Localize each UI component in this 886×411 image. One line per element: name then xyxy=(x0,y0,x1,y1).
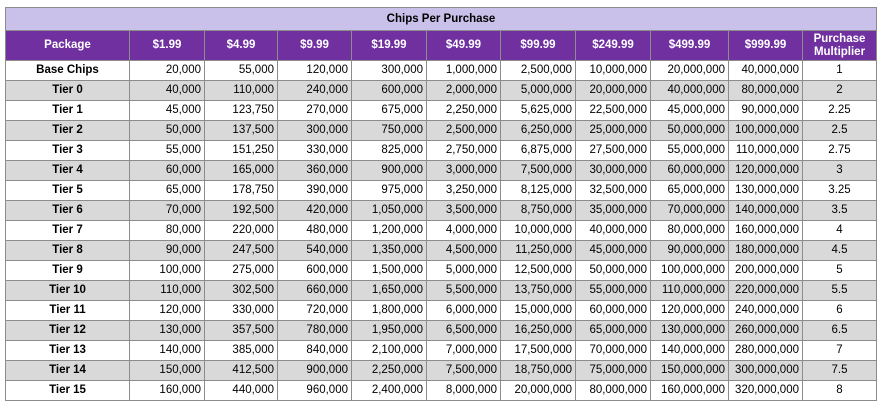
chip-value-cell: 40,000 xyxy=(130,81,205,101)
chip-value-cell: 660,000 xyxy=(278,281,352,301)
chip-value-cell: 330,000 xyxy=(278,141,352,161)
chip-value-cell: 65,000,000 xyxy=(576,321,651,341)
chip-value-cell: 120,000,000 xyxy=(651,301,729,321)
table-row xyxy=(6,341,877,361)
chip-value-cell: 90,000,000 xyxy=(729,101,803,121)
header-multiplier-line1: Purchase xyxy=(813,32,866,45)
chip-value-cell: 140,000,000 xyxy=(729,201,803,221)
chip-value-cell: 55,000,000 xyxy=(576,281,651,301)
chip-value-cell: 65,000 xyxy=(130,181,205,201)
chip-value-cell: 8,750,000 xyxy=(501,201,576,221)
chip-value-cell: 20,000,000 xyxy=(501,381,576,401)
chip-value-cell: 6,500,000 xyxy=(427,321,501,341)
chip-value-cell: 160,000,000 xyxy=(651,381,729,401)
chip-value-cell: 178,750 xyxy=(205,181,278,201)
multiplier-cell: 6 xyxy=(803,301,877,321)
multiplier-cell: 2.5 xyxy=(803,121,877,141)
chip-value-cell: 22,500,000 xyxy=(576,101,651,121)
chip-value-cell: 40,000,000 xyxy=(651,81,729,101)
table-row xyxy=(6,281,877,301)
package-cell: Tier 13 xyxy=(6,341,130,361)
chip-value-cell: 2,500,000 xyxy=(427,121,501,141)
chip-value-cell: 100,000,000 xyxy=(729,121,803,141)
chip-value-cell: 123,750 xyxy=(205,101,278,121)
package-cell: Tier 5 xyxy=(6,181,130,201)
chip-value-cell: 3,000,000 xyxy=(427,161,501,181)
chip-value-cell: 3,250,000 xyxy=(427,181,501,201)
chip-value-cell: 80,000,000 xyxy=(651,221,729,241)
chip-value-cell: 6,250,000 xyxy=(501,121,576,141)
table-row xyxy=(6,61,877,81)
chip-value-cell: 300,000 xyxy=(352,61,427,81)
chip-value-cell: 90,000 xyxy=(130,241,205,261)
package-cell: Tier 12 xyxy=(6,321,130,341)
header-multiplier-line2: Multiplier xyxy=(813,45,866,58)
table-row xyxy=(6,121,877,141)
chip-value-cell: 2,000,000 xyxy=(427,81,501,101)
chip-value-cell: 240,000 xyxy=(278,81,352,101)
chip-value-cell: 55,000 xyxy=(130,141,205,161)
chip-value-cell: 3,500,000 xyxy=(427,201,501,221)
chip-value-cell: 137,500 xyxy=(205,121,278,141)
multiplier-cell: 7 xyxy=(803,341,877,361)
table-row xyxy=(6,381,877,401)
chip-value-cell: 70,000,000 xyxy=(651,201,729,221)
chip-value-cell: 1,800,000 xyxy=(352,301,427,321)
multiplier-cell: 2 xyxy=(803,81,877,101)
chip-value-cell: 5,000,000 xyxy=(501,81,576,101)
chip-value-cell: 440,000 xyxy=(205,381,278,401)
chip-value-cell: 247,500 xyxy=(205,241,278,261)
chip-value-cell: 10,000,000 xyxy=(576,61,651,81)
chip-value-cell: 45,000,000 xyxy=(576,241,651,261)
chip-value-cell: 70,000 xyxy=(130,201,205,221)
multiplier-cell: 1 xyxy=(803,61,877,81)
multiplier-cell: 6.5 xyxy=(803,321,877,341)
chip-value-cell: 6,875,000 xyxy=(501,141,576,161)
chip-value-cell: 50,000,000 xyxy=(576,261,651,281)
chip-value-cell: 2,400,000 xyxy=(352,381,427,401)
chip-value-cell: 165,000 xyxy=(205,161,278,181)
chip-value-cell: 80,000,000 xyxy=(729,81,803,101)
chip-value-cell: 200,000,000 xyxy=(729,261,803,281)
chip-value-cell: 10,000,000 xyxy=(501,221,576,241)
chip-value-cell: 750,000 xyxy=(352,121,427,141)
multiplier-cell: 5.5 xyxy=(803,281,877,301)
chip-value-cell: 140,000,000 xyxy=(651,341,729,361)
chip-value-cell: 55,000,000 xyxy=(651,141,729,161)
chip-value-cell: 130,000,000 xyxy=(651,321,729,341)
package-cell: Tier 6 xyxy=(6,201,130,221)
chip-value-cell: 25,000,000 xyxy=(576,121,651,141)
table-row xyxy=(6,101,877,121)
header-price: $1.99 xyxy=(130,31,205,61)
header-price: $249.99 xyxy=(576,31,651,61)
chip-value-cell: 390,000 xyxy=(278,181,352,201)
table-row xyxy=(6,201,877,221)
chip-value-cell: 151,250 xyxy=(205,141,278,161)
multiplier-cell: 3 xyxy=(803,161,877,181)
chip-value-cell: 330,000 xyxy=(205,301,278,321)
header-price: $999.99 xyxy=(729,31,803,61)
package-cell: Tier 11 xyxy=(6,301,130,321)
header-package: Package xyxy=(6,31,130,61)
chip-value-cell: 840,000 xyxy=(278,341,352,361)
multiplier-cell: 4.5 xyxy=(803,241,877,261)
chip-value-cell: 110,000,000 xyxy=(651,281,729,301)
multiplier-cell: 7.5 xyxy=(803,361,877,381)
chip-value-cell: 2,250,000 xyxy=(427,101,501,121)
chip-value-cell: 1,000,000 xyxy=(427,61,501,81)
chip-value-cell: 240,000,000 xyxy=(729,301,803,321)
chip-value-cell: 15,000,000 xyxy=(501,301,576,321)
chip-value-cell: 825,000 xyxy=(352,141,427,161)
chip-value-cell: 20,000,000 xyxy=(651,61,729,81)
multiplier-cell: 8 xyxy=(803,381,877,401)
chip-value-cell: 150,000 xyxy=(130,361,205,381)
header-price: $19.99 xyxy=(352,31,427,61)
chip-value-cell: 5,625,000 xyxy=(501,101,576,121)
chip-value-cell: 780,000 xyxy=(278,321,352,341)
chip-value-cell: 50,000 xyxy=(130,121,205,141)
chip-value-cell: 180,000,000 xyxy=(729,241,803,261)
chips-table-container xyxy=(5,7,877,401)
chip-value-cell: 412,500 xyxy=(205,361,278,381)
chip-value-cell: 1,350,000 xyxy=(352,241,427,261)
package-cell: Tier 3 xyxy=(6,141,130,161)
table-body xyxy=(6,61,877,401)
table-row xyxy=(6,321,877,341)
chip-value-cell: 11,250,000 xyxy=(501,241,576,261)
chip-value-cell: 600,000 xyxy=(278,261,352,281)
chip-value-cell: 150,000,000 xyxy=(651,361,729,381)
chip-value-cell: 8,000,000 xyxy=(427,381,501,401)
chip-value-cell: 900,000 xyxy=(352,161,427,181)
multiplier-cell: 4 xyxy=(803,221,877,241)
chip-value-cell: 2,100,000 xyxy=(352,341,427,361)
chip-value-cell: 65,000,000 xyxy=(651,181,729,201)
table-row xyxy=(6,161,877,181)
chip-value-cell: 120,000 xyxy=(278,61,352,81)
chip-value-cell: 17,500,000 xyxy=(501,341,576,361)
package-cell: Tier 0 xyxy=(6,81,130,101)
chip-value-cell: 480,000 xyxy=(278,221,352,241)
package-cell: Tier 2 xyxy=(6,121,130,141)
table-row xyxy=(6,181,877,201)
chip-value-cell: 160,000,000 xyxy=(729,221,803,241)
chip-value-cell: 300,000,000 xyxy=(729,361,803,381)
chip-value-cell: 960,000 xyxy=(278,381,352,401)
table-row xyxy=(6,81,877,101)
chip-value-cell: 30,000,000 xyxy=(576,161,651,181)
package-cell: Tier 4 xyxy=(6,161,130,181)
multiplier-cell: 2.25 xyxy=(803,101,877,121)
chip-value-cell: 32,500,000 xyxy=(576,181,651,201)
chip-value-cell: 360,000 xyxy=(278,161,352,181)
chip-value-cell: 220,000 xyxy=(205,221,278,241)
chip-value-cell: 5,500,000 xyxy=(427,281,501,301)
chip-value-cell: 270,000 xyxy=(278,101,352,121)
header-price: $499.99 xyxy=(651,31,729,61)
chip-value-cell: 50,000,000 xyxy=(651,121,729,141)
chip-value-cell: 385,000 xyxy=(205,341,278,361)
chip-value-cell: 60,000 xyxy=(130,161,205,181)
chip-value-cell: 120,000,000 xyxy=(729,161,803,181)
chip-value-cell: 2,250,000 xyxy=(352,361,427,381)
table-title: Chips Per Purchase xyxy=(6,8,877,31)
chip-value-cell: 320,000,000 xyxy=(729,381,803,401)
chip-value-cell: 130,000 xyxy=(130,321,205,341)
chip-value-cell: 675,000 xyxy=(352,101,427,121)
chip-value-cell: 16,250,000 xyxy=(501,321,576,341)
table-row xyxy=(6,141,877,161)
chip-value-cell: 60,000,000 xyxy=(651,161,729,181)
chip-value-cell: 40,000,000 xyxy=(576,221,651,241)
chip-value-cell: 70,000,000 xyxy=(576,341,651,361)
header-price: $99.99 xyxy=(501,31,576,61)
chip-value-cell: 80,000,000 xyxy=(576,381,651,401)
header-price: $9.99 xyxy=(278,31,352,61)
chip-value-cell: 60,000,000 xyxy=(576,301,651,321)
header-row xyxy=(6,31,877,61)
chip-value-cell: 110,000,000 xyxy=(729,141,803,161)
chip-value-cell: 2,750,000 xyxy=(427,141,501,161)
chip-value-cell: 12,500,000 xyxy=(501,261,576,281)
table-row xyxy=(6,261,877,281)
chip-value-cell: 1,500,000 xyxy=(352,261,427,281)
chip-value-cell: 540,000 xyxy=(278,241,352,261)
chip-value-cell: 55,000 xyxy=(205,61,278,81)
chip-value-cell: 260,000,000 xyxy=(729,321,803,341)
chip-value-cell: 720,000 xyxy=(278,301,352,321)
chip-value-cell: 300,000 xyxy=(278,121,352,141)
chip-value-cell: 35,000,000 xyxy=(576,201,651,221)
chip-value-cell: 13,750,000 xyxy=(501,281,576,301)
table-row xyxy=(6,221,877,241)
chip-value-cell: 100,000 xyxy=(130,261,205,281)
multiplier-cell: 2.75 xyxy=(803,141,877,161)
header-price: $49.99 xyxy=(427,31,501,61)
chip-value-cell: 4,500,000 xyxy=(427,241,501,261)
chip-value-cell: 110,000 xyxy=(130,281,205,301)
chip-value-cell: 130,000,000 xyxy=(729,181,803,201)
package-cell: Tier 8 xyxy=(6,241,130,261)
chip-value-cell: 45,000,000 xyxy=(651,101,729,121)
chip-value-cell: 140,000 xyxy=(130,341,205,361)
table-row xyxy=(6,361,877,381)
header-price: $4.99 xyxy=(205,31,278,61)
chip-value-cell: 220,000,000 xyxy=(729,281,803,301)
chip-value-cell: 1,950,000 xyxy=(352,321,427,341)
package-cell: Tier 9 xyxy=(6,261,130,281)
chip-value-cell: 18,750,000 xyxy=(501,361,576,381)
package-cell: Base Chips xyxy=(6,61,130,81)
chip-value-cell: 110,000 xyxy=(205,81,278,101)
package-cell: Tier 10 xyxy=(6,281,130,301)
chip-value-cell: 40,000,000 xyxy=(729,61,803,81)
chip-value-cell: 192,500 xyxy=(205,201,278,221)
chip-value-cell: 1,650,000 xyxy=(352,281,427,301)
chip-value-cell: 80,000 xyxy=(130,221,205,241)
chip-value-cell: 1,050,000 xyxy=(352,201,427,221)
chip-value-cell: 2,500,000 xyxy=(501,61,576,81)
chip-value-cell: 975,000 xyxy=(352,181,427,201)
chip-value-cell: 120,000 xyxy=(130,301,205,321)
chip-value-cell: 100,000,000 xyxy=(651,261,729,281)
chip-value-cell: 27,500,000 xyxy=(576,141,651,161)
header-purchase-multiplier xyxy=(803,31,877,61)
chip-value-cell: 280,000,000 xyxy=(729,341,803,361)
chip-value-cell: 420,000 xyxy=(278,201,352,221)
chip-value-cell: 600,000 xyxy=(352,81,427,101)
multiplier-cell: 3.25 xyxy=(803,181,877,201)
chip-value-cell: 275,000 xyxy=(205,261,278,281)
package-cell: Tier 7 xyxy=(6,221,130,241)
chip-value-cell: 90,000,000 xyxy=(651,241,729,261)
chip-value-cell: 75,000,000 xyxy=(576,361,651,381)
chip-value-cell: 357,500 xyxy=(205,321,278,341)
package-cell: Tier 14 xyxy=(6,361,130,381)
chip-value-cell: 7,000,000 xyxy=(427,341,501,361)
chip-value-cell: 6,000,000 xyxy=(427,301,501,321)
table-row xyxy=(6,241,877,261)
chip-value-cell: 900,000 xyxy=(278,361,352,381)
chip-value-cell: 45,000 xyxy=(130,101,205,121)
package-cell: Tier 15 xyxy=(6,381,130,401)
chips-per-purchase-table xyxy=(5,7,877,401)
table-row xyxy=(6,301,877,321)
chip-value-cell: 7,500,000 xyxy=(427,361,501,381)
chip-value-cell: 1,200,000 xyxy=(352,221,427,241)
chip-value-cell: 5,000,000 xyxy=(427,261,501,281)
multiplier-cell: 3.5 xyxy=(803,201,877,221)
chip-value-cell: 8,125,000 xyxy=(501,181,576,201)
chip-value-cell: 7,500,000 xyxy=(501,161,576,181)
chip-value-cell: 20,000 xyxy=(130,61,205,81)
chip-value-cell: 302,500 xyxy=(205,281,278,301)
chip-value-cell: 4,000,000 xyxy=(427,221,501,241)
multiplier-cell: 5 xyxy=(803,261,877,281)
chip-value-cell: 160,000 xyxy=(130,381,205,401)
package-cell: Tier 1 xyxy=(6,101,130,121)
chip-value-cell: 20,000,000 xyxy=(576,81,651,101)
